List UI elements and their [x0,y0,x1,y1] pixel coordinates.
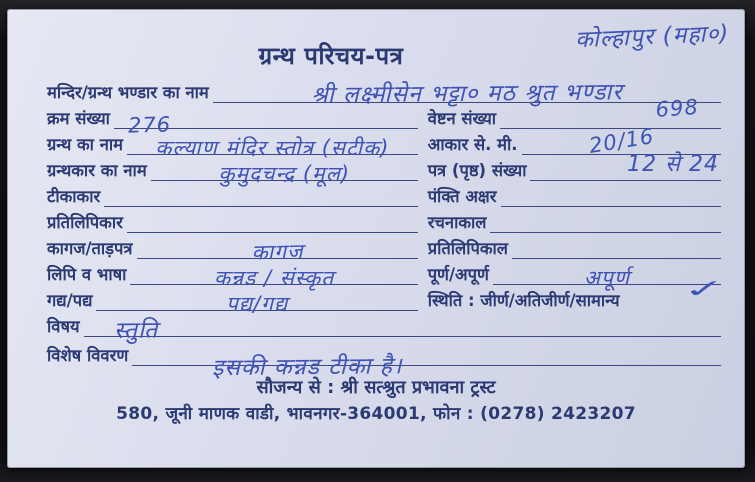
field-value-handwritten: कागज [250,239,304,265]
field-underline [130,266,417,290]
address-line: 580, जूनी माणक वाडी, भावनगर-364001, फोन : (0278) 2423207 [116,404,636,424]
page-title: ग्रन्थ परिचय-पत्र [258,42,404,70]
field-underline [132,353,721,382]
field-label: पत्र (पृष्ठ) संख्या [427,161,527,181]
field-label: प्रतिलिपिकार [47,213,123,233]
field-label: आकार से. मी. [427,135,518,155]
field-label: मन्दिर/ग्रन्थ भण्डार का नाम [47,83,209,103]
field-value-handwritten: अपूर्ण [583,266,631,290]
field-underline [501,206,721,207]
field-underline [530,152,721,181]
field-label: लिपि व भाषा [47,265,127,285]
field-value-handwritten: श्री लक्ष्मीसेन भट्टा० मठ श्रुत भण्डार [311,79,623,109]
form-row-copyist [47,207,721,233]
field-label: वेष्टन संख्या [427,109,497,129]
field-label: कागज/ताड़पत्र [47,239,133,259]
field-underline [96,292,417,316]
field-value-handwritten: 20/16 [586,124,656,158]
field-underline [84,317,721,345]
field-label: रचनाकाल [427,213,487,233]
field-underline [104,206,417,207]
catalog-form [47,77,727,382]
field-underline [137,239,418,265]
courtesy-line: सौजन्य से : श्री सत्श्रुत प्रभावना ट्रस्ट [256,377,496,398]
field-value-handwritten: कल्याण मंदिर स्तोत्र (सटीक) [155,136,390,160]
field-underline [512,258,721,259]
field-value-handwritten: 12 से 24 [627,152,719,177]
field-underline [490,232,721,233]
field-label: विषय [47,317,80,337]
field-label: स्थिति : जीर्ण/अतिजीर्ण/सामान्य [427,291,620,311]
field-label: पूर्ण/अपूर्ण [427,265,489,285]
field-label: क्रम संख्या [47,109,110,129]
field-label: टीकाकार [47,187,101,207]
form-row-material [47,233,721,265]
field-label: विशेष विवरण [47,346,129,366]
field-underline [127,232,418,233]
field-value-handwritten: 276 [127,112,172,138]
field-label: पंक्ति अक्षर [427,187,497,207]
field-underline [151,162,418,186]
field-value-handwritten: कुमुदचन्द्र (मूल) [218,162,351,186]
field-underline [114,112,418,138]
field-underline [127,136,418,160]
field-label: प्रतिलिपिकाल [427,239,508,259]
corner-location-note: कोल्हापुर (महा०) [574,20,730,54]
field-value-handwritten: कन्नड / संस्कृत [213,266,335,290]
checkmark-icon: ✓ [681,275,727,305]
field-label: गद्य/पद्य [47,291,93,311]
field-label: ग्रन्थकार का नाम [47,161,147,181]
field-value-handwritten: पद्य/गद्य [225,292,289,316]
field-value-handwritten: स्तुति [113,317,158,345]
catalog-card [7,9,745,468]
field-label: ग्रन्थ का नाम [47,135,123,155]
field-underline [493,266,727,305]
field-value-handwritten: 698 [654,94,700,122]
field-value-handwritten: इसकी कन्नड टीका है। [212,353,403,382]
